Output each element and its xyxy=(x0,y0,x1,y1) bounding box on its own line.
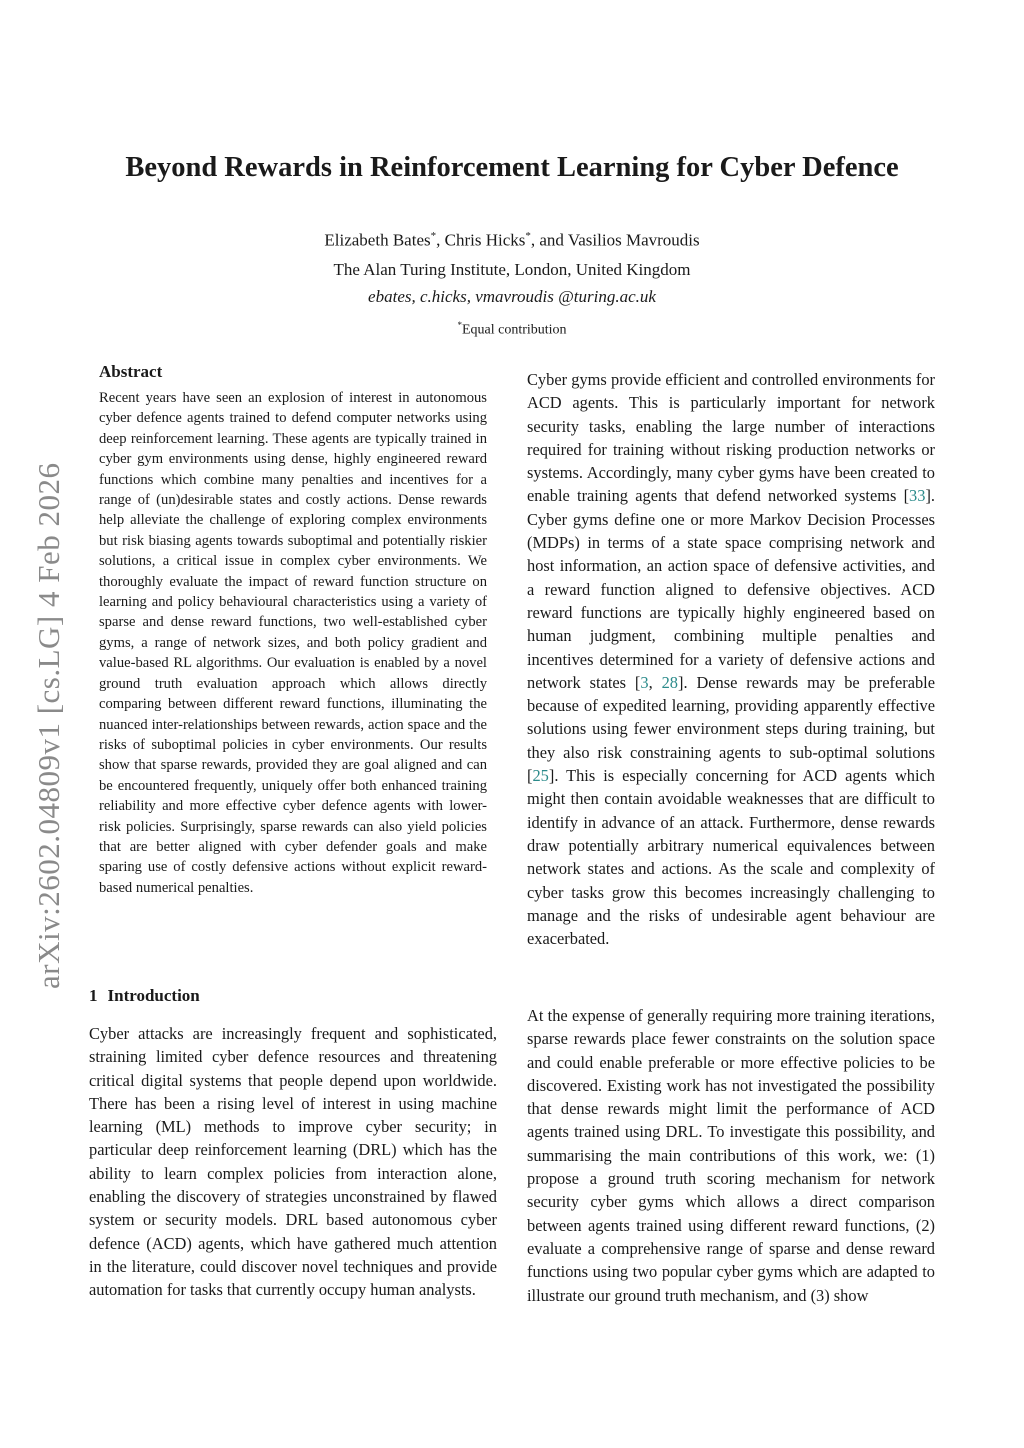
author-list xyxy=(0,230,1024,251)
equal-contribution-mark: * xyxy=(430,230,437,242)
section-title: Introduction xyxy=(107,986,200,1005)
paragraph-text: Cyber gyms provide efficient and controlled environments for ACD agents. This is particularly important for network security tasks, enabling the large number of interactions required for training without risking production networks or systems. Accordingly, many cyber gyms have been created to enable training agents that defend networked systems [ xyxy=(527,370,935,506)
citation-link[interactable]: 33 xyxy=(909,486,926,506)
paragraph-text: ]. This is especially concerning for ACD agents which might then contain avoidable weaknesses that are difficult to identify in advance of an attack. Furthermore, dense rewards draw potentially arbitrary numerical equivalences between network states and actions. As the scale and complexity of cyber tasks grow this becomes increasingly challenging to manage and the risks of undesirable agent behaviour are exacerbated. xyxy=(527,766,935,949)
intro-paragraph-1: Cyber attacks are increasingly frequent and sophisticated, straining limited cyber defence resources and threatening critical digital systems that people depend upon worldwide. There has been a rising level of interest in using machine learning (ML) methods to improve cyber security; in particular deep reinforcement learning (DRL) which has the ability to learn complex policies from interaction alone, enabling the discovery of strategies unconstrained by flawed system or security models. DRL based autonomous cyber defence (ACD) agents, which have gathered much attention in the literature, could discover novel techniques and provide automation for tasks that currently occupy human analysts. xyxy=(89,1024,497,1300)
affiliation: The Alan Turing Institute, London, United Kingdom xyxy=(333,260,691,279)
equal-contribution-mark: * xyxy=(457,320,462,330)
author-emails: ebates, c.hicks, vmavroudis @turing.ac.uk xyxy=(368,287,656,306)
equal-contribution-note xyxy=(0,320,1024,339)
author-separator: , xyxy=(436,230,445,250)
equal-contribution-mark: * xyxy=(525,230,531,242)
citation-link[interactable]: 28 xyxy=(661,672,678,692)
intro-paragraph-3: At the expense of generally requiring more training iterations, sparse rewards place fewer constraints on the solution space and could enable preferable or more effective policies to be discovered. Existing work has not investigated the possibility that dense rewards might limit the performance of ACD agents trained using DRL. To investigate this possibility, and summarising the main contributions of this work, we: (1) propose a ground truth scoring mechanism for network security cyber gyms which allows a direct comparison between agents trained using different reward functions, (2) evaluate a comprehensive range of sparse and dense reward functions using two popular cyber gyms which are adapted to illustrate our ground truth mechanism, and (3) show xyxy=(527,1006,935,1305)
abstract-heading: Abstract xyxy=(99,362,163,381)
citation-link[interactable]: 3 xyxy=(640,672,649,692)
author-separator: , and xyxy=(530,230,568,250)
paragraph-text: ]. Cyber gyms define one or more Markov Decision Processes (MDPs) in terms of a state space comprising network and host information, an action space of defensive activities, and a reward function aligned to defensive objectives. ACD reward functions are typically highly engineered based on human judgment, combining multiple penalties and incentives determined for a variety of defensive actions and network states [ xyxy=(527,486,935,692)
equal-contribution-text: Equal contribution xyxy=(461,322,567,338)
abstract-text: Recent years have seen an explosion of interest in autonomous cyber defence agents trained to defend computer networks using deep reinforcement learning. These agents are typically trained in cyber gym environments using dense, highly engineered reward functions which combine many penalties and incentives for a range of (un)desirable states and costly actions. Dense rewards help alleviate the challenge of exploring complex environments but risk biasing agents towards suboptimal and potentially riskier solutions, a critical issue in complex cyber environments. We thoroughly evaluate the impact of reward function structure on learning and policy behavioural characteristics using a variety of sparse and dense reward functions, two well-established cyber gyms, a range of network sizes, and both policy gradient and value-based RL algorithms. Our evaluation is enabled by a novel ground truth evaluation approach which allows directly comparing between different reward functions, illuminating the nuanced inter-relationships between rewards, action space and the risks of suboptimal policies in cyber environments. Our results show that sparse rewards, provided they are goal aligned and can be encountered frequently, uniquely offer both enhanced training reliability and more effective cyber defence agents with lower-risk policies. Surprisingly, sparse rewards can also yield policies that are better aligned with cyber defender goals and make sparing use of costly defensive actions without explicit reward-based numerical penalties. xyxy=(99,390,487,896)
author-name: Vasilios Mavroudis xyxy=(567,230,700,250)
citation-link[interactable]: 25 xyxy=(532,766,549,786)
section-number: 1 xyxy=(89,986,98,1005)
author-name: Chris Hicks xyxy=(444,230,526,250)
paragraph-text: ]. Dense rewards may be preferable because of expedited learning, providing apparently effective solutions using fewer environment steps during training, but they also risk constraining agents to sub-optimal solutions [ xyxy=(527,672,935,786)
paper-title: Beyond Rewards in Reinforcement Learning for Cyber Defence xyxy=(125,152,899,183)
arxiv-identifier: arXiv:2602.04809v1 [cs.LG] 4 Feb 2026 xyxy=(31,462,66,990)
section-heading-introduction xyxy=(89,986,200,1006)
author-name: Elizabeth Bates xyxy=(324,230,431,250)
intro-paragraph-2 xyxy=(527,368,935,950)
paragraph-text: , xyxy=(648,672,662,692)
